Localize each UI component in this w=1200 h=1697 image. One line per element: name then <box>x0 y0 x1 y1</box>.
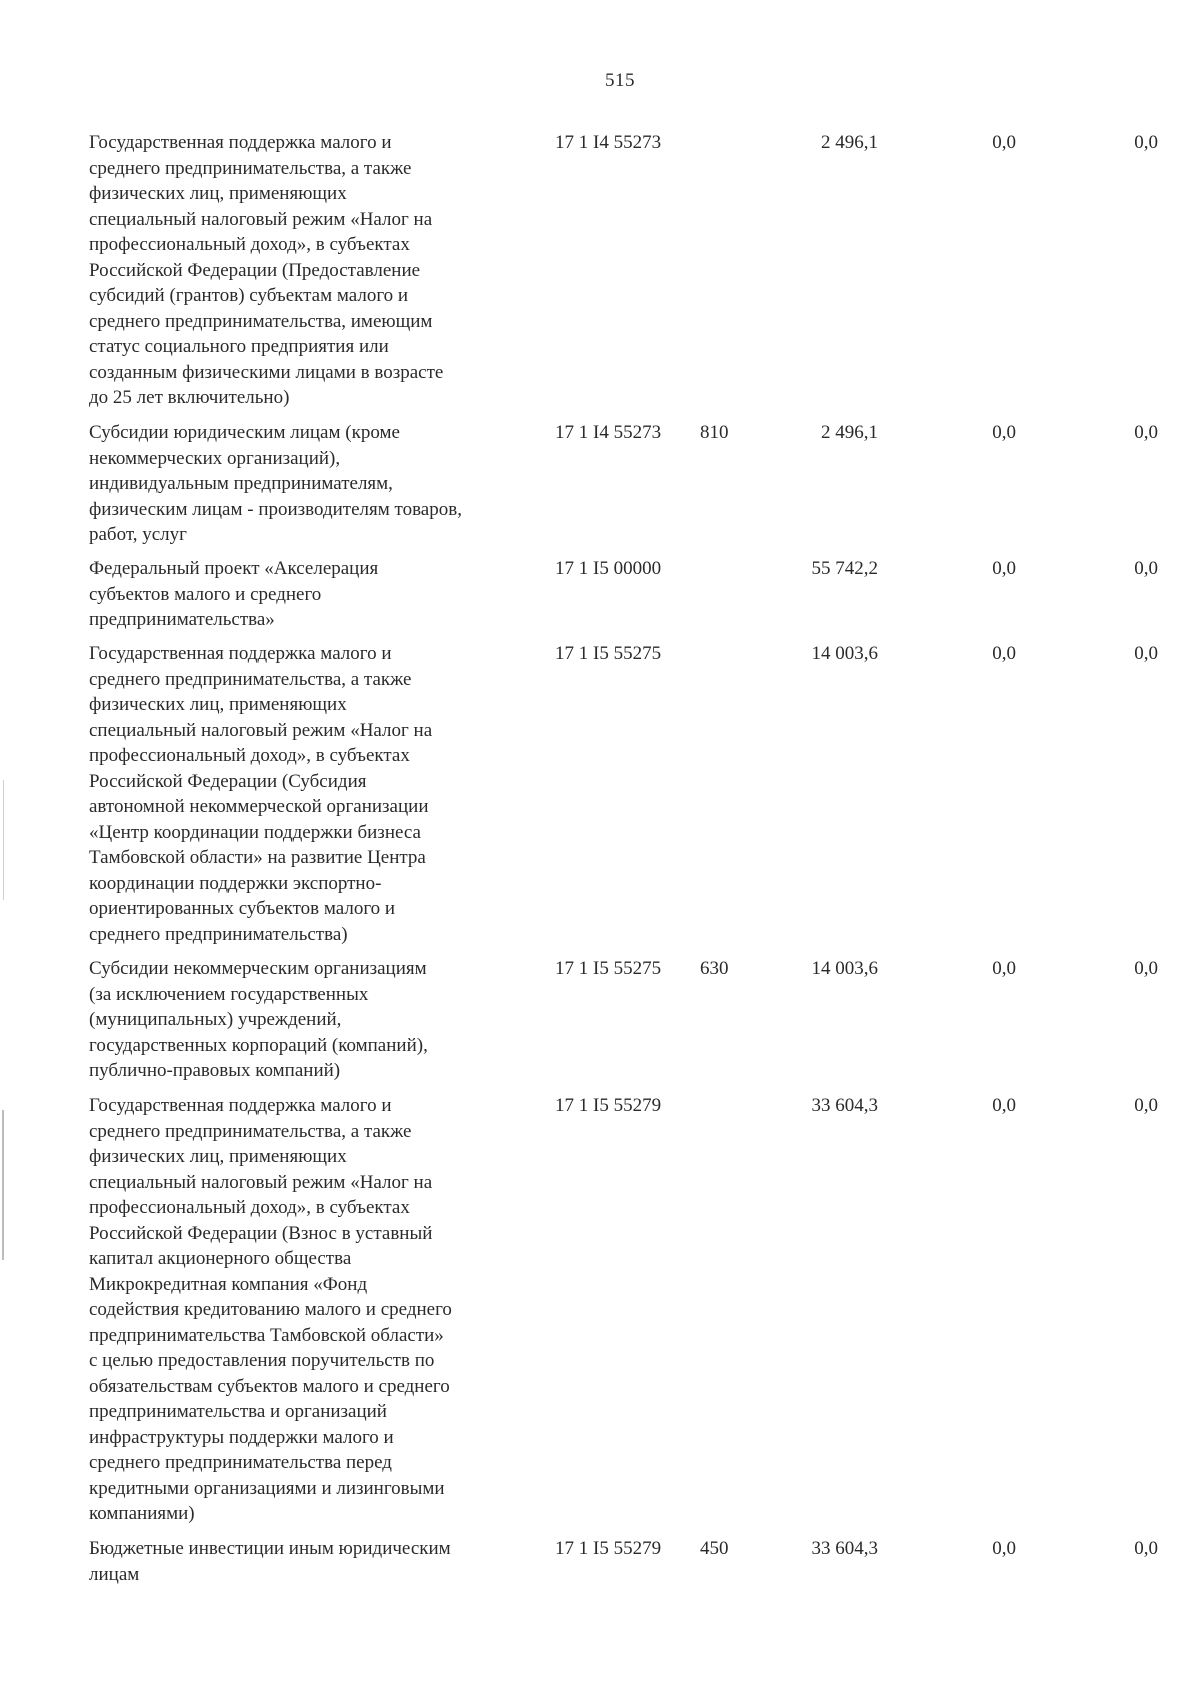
row-value-2: 0,0 <box>992 132 1016 153</box>
row-code: 17 1 I5 55275 <box>555 958 662 979</box>
row-description: Государственная поддержка малого и среднего предпринимательства, а также физических лиц, применяющих специальный налоговый режим «Налог на профессиональный доход», в субъектах Российской Федерации (Взнос в уставный капитал акционерного общества Микрокредитная компания «Фонд содействия кредитованию малого и среднего предпринимательства Тамбовской области» с целью предоставления поручительств по обязательствам субъектов малого и среднего предпринимательства и организаций инфраструктуры поддержки малого и среднего предпринимательства перед кредитными организациями и лизинговыми компаниями) <box>89 1095 452 1524</box>
row-amount: 55 742,2 <box>811 558 878 579</box>
row-description: Субсидии юридическим лицам (кроме некоммерческих организаций), индивидуальным предпринимателям, физическим лицам - производителям товаров, работ, услуг <box>89 422 462 545</box>
row-value-2: 0,0 <box>992 422 1016 443</box>
row-code: 17 1 I5 55279 <box>555 1095 662 1116</box>
row-description: Государственная поддержка малого и среднего предпринимательства, а также физических лиц, применяющих специальный налоговый режим «Налог на профессиональный доход», в субъектах Российской Федерации (Субсидия автономной некоммерческой организации «Центр координации поддержки бизнеса Тамбовской области» на развитие Центра координации поддержки экспортно- ориентированных субъектов малого и среднего предпринимательства) <box>89 643 433 945</box>
row-value-3: 0,0 <box>1134 643 1158 664</box>
row-value-3: 0,0 <box>1134 1095 1158 1116</box>
row-value-3: 0,0 <box>1134 958 1158 979</box>
row-expense-type: 450 <box>700 1538 729 1559</box>
row-description: Бюджетные инвестиции иным юридическим лицам <box>89 1538 451 1585</box>
row-description: Субсидии некоммерческим организациям (за исключением государственных (муниципальных) учреждений, государственных корпораций (компаний), публично-правовых компаний) <box>89 958 428 1081</box>
row-value-3: 0,0 <box>1134 558 1158 579</box>
row-value-3: 0,0 <box>1134 1538 1158 1559</box>
row-code: 17 1 I5 55275 <box>555 643 662 664</box>
row-amount: 2 496,1 <box>821 422 878 443</box>
row-value-2: 0,0 <box>992 558 1016 579</box>
row-expense-type: 630 <box>700 958 729 979</box>
row-amount: 14 003,6 <box>811 958 878 979</box>
row-expense-type: 810 <box>700 422 729 443</box>
row-description: Государственная поддержка малого и среднего предпринимательства, а также физических лиц, применяющих специальный налоговый режим «Налог на профессиональный доход», в субъектах Российской Федерации (Предоставление субсидий (грантов) субъектам малого и среднего предпринимательства, имеющим статус социального предприятия или созданным физическими лицами в возрасте до 25 лет включительно) <box>89 132 444 408</box>
row-value-2: 0,0 <box>992 643 1016 664</box>
row-value-3: 0,0 <box>1134 132 1158 153</box>
row-value-2: 0,0 <box>992 1538 1016 1559</box>
row-amount: 2 496,1 <box>821 132 878 153</box>
row-amount: 33 604,3 <box>811 1538 878 1559</box>
row-amount: 33 604,3 <box>811 1095 878 1116</box>
row-value-2: 0,0 <box>992 958 1016 979</box>
row-value-2: 0,0 <box>992 1095 1016 1116</box>
page-number: 515 <box>605 70 635 91</box>
row-amount: 14 003,6 <box>811 643 878 664</box>
row-description: Федеральный проект «Акселерация субъектов малого и среднего предпринимательства» <box>89 558 379 630</box>
row-code: 17 1 I5 55279 <box>555 1538 662 1559</box>
row-code: 17 1 I4 55273 <box>555 132 662 153</box>
row-code: 17 1 I5 00000 <box>555 558 662 579</box>
scan-artifact <box>3 780 4 900</box>
scan-artifact <box>2 1110 4 1260</box>
row-code: 17 1 I4 55273 <box>555 422 662 443</box>
row-value-3: 0,0 <box>1134 422 1158 443</box>
